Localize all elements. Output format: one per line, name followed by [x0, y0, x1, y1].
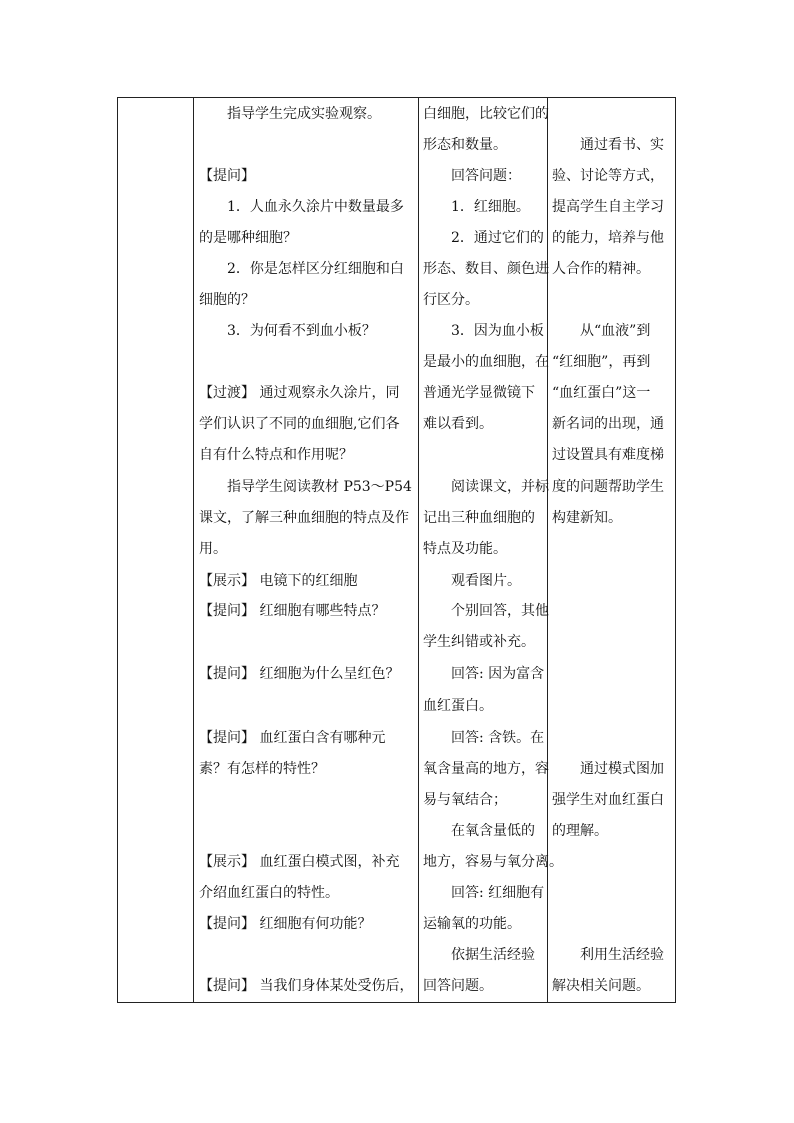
text-line: 用。 — [199, 541, 227, 557]
text-line: 回答: 红细胞有 — [451, 885, 545, 901]
text-line: 运输氧的功能。 — [423, 916, 521, 932]
text-line: 白细胞，比较它们的 — [423, 106, 549, 122]
text-line: 记出三种血细胞的 — [423, 510, 535, 526]
text-line: 特点及功能。 — [423, 541, 507, 557]
text-line: 利用生活经验 — [580, 947, 664, 963]
text-line: 指导学生完成实验观察。 — [227, 106, 381, 122]
text-line: 3．为何看不到血小板？ — [227, 323, 376, 339]
text-line: 形态和数量。 — [423, 137, 507, 153]
text-line: 1．红细胞。 — [451, 199, 530, 215]
text-line: 【提问】 红细胞有何功能？ — [199, 916, 372, 932]
text-line: 回答问题： — [451, 168, 521, 184]
text-line: 【提问】 血红蛋白含有哪种元 — [199, 730, 386, 746]
text-line: 观看图片。 — [451, 573, 521, 589]
text-line: 提高学生自主学习 — [552, 199, 664, 215]
text-line: 易与氧结合； — [423, 792, 507, 808]
text-line: 度的问题帮助学生 — [552, 479, 664, 495]
text-line: 学们认识了不同的血细胞,它们各 — [199, 416, 400, 432]
text-line: 【提问】 当我们身体某处受伤后， — [199, 978, 414, 994]
text-line: 形态、数目、颜色进 — [423, 261, 549, 277]
text-line: 是最小的血细胞，在 — [423, 354, 549, 370]
text-line: 【展示】 电镜下的红细胞 — [199, 573, 358, 589]
text-line: 【提问】 红细胞为什么呈红色？ — [199, 666, 400, 682]
text-line: 个别回答，其他 — [451, 603, 549, 619]
text-line: 的能力，培养与他 — [552, 230, 664, 246]
text-line: 通过模式图加 — [580, 761, 664, 777]
column-divider — [193, 98, 194, 1002]
text-line: 的是哪种细胞？ — [199, 230, 297, 246]
text-line: 过设置具有难度梯 — [552, 447, 664, 463]
text-line: 2．你是怎样区分红细胞和白 — [227, 261, 404, 277]
column-divider — [418, 98, 419, 1002]
text-line: 难以看到。 — [423, 416, 493, 432]
text-line: 指导学生阅读教材 P53～P54 — [227, 479, 412, 495]
text-line: 氧含量高的地方，容 — [423, 761, 549, 777]
text-line: 新名词的出现，通 — [552, 416, 664, 432]
text-line: 2．通过它们的 — [451, 230, 544, 246]
text-line: 【展示】 血红蛋白模式图，补充 — [199, 854, 400, 870]
text-line: 回答: 含铁。在 — [451, 730, 545, 746]
text-line: 在氧含量低的 — [451, 823, 535, 839]
text-line: 通过看书、实 — [580, 137, 664, 153]
text-line: 回答: 因为富含 — [451, 666, 545, 682]
text-line: 解决相关问题。 — [552, 978, 650, 994]
text-line: 普通光学显微镜下 — [423, 385, 535, 401]
text-line: 依据生活经验 — [451, 947, 535, 963]
text-line: 细胞的？ — [199, 292, 255, 308]
text-line: 行区分。 — [423, 292, 479, 308]
text-line: 课文，了解三种血细胞的特点及作 — [199, 510, 409, 526]
text-line: 【提问】 — [199, 168, 255, 184]
text-line: “血红蛋白”这一 — [552, 385, 651, 401]
text-line: 【过渡】 通过观察永久涂片，同 — [199, 385, 400, 401]
text-line: “红细胞”，再到 — [552, 354, 651, 370]
text-line: 验、讨论等方式， — [552, 168, 664, 184]
text-line: 从“血液”到 — [580, 323, 651, 339]
text-line: 素？有怎样的特性？ — [199, 761, 325, 777]
text-line: 3．因为血小板 — [451, 323, 544, 339]
text-line: 阅读课文，并标 — [451, 479, 549, 495]
text-line: 【提问】 红细胞有哪些特点？ — [199, 603, 386, 619]
text-line: 的理解。 — [552, 823, 608, 839]
lesson-table — [117, 97, 676, 1003]
text-line: 构建新知。 — [552, 510, 622, 526]
text-line: 介绍血红蛋白的特性。 — [199, 885, 339, 901]
text-line: 1．人血永久涂片中数量最多 — [227, 199, 404, 215]
text-line: 自有什么特点和作用呢？ — [199, 447, 353, 463]
text-line: 人合作的精神。 — [552, 261, 650, 277]
text-line: 血红蛋白。 — [423, 698, 493, 714]
text-line: 学生纠错或补充。 — [423, 634, 535, 650]
text-line: 回答问题。 — [423, 978, 493, 994]
text-line: 地方，容易与氧分离。 — [423, 854, 563, 870]
text-line: 强学生对血红蛋白 — [552, 792, 664, 808]
